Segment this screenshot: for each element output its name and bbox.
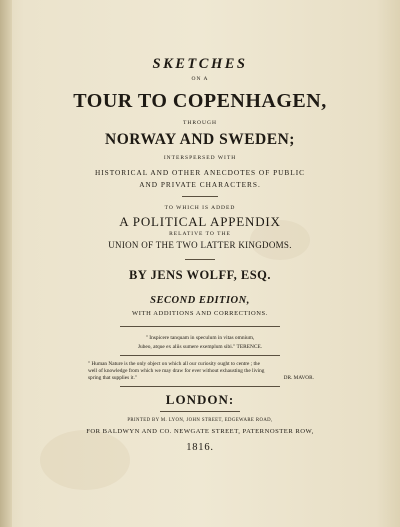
divider [160, 411, 240, 412]
divider [182, 196, 218, 197]
quote-line-3 [88, 375, 314, 381]
divider [120, 326, 280, 327]
city-imprint: LONDON: [165, 392, 235, 407]
relative-text: RELATIVE TO THE [169, 231, 231, 237]
subtitle-line-1: HISTORICAL AND OTHER ANECDOTES OF PUBLIC [94, 168, 306, 177]
on-a-text: ON A [191, 76, 209, 82]
subtitle-line-2: AND PRIVATE CHARACTERS. [139, 180, 261, 189]
author-line: BY JENS WOLFF, ESQ. [128, 268, 272, 282]
additions-line: WITH ADDITIONS AND CORRECTIONS. [132, 310, 268, 317]
through-text: THROUGH [183, 120, 217, 126]
edition-line: SECOND EDITION, [150, 295, 250, 306]
countries-title: NORWAY AND SWEDEN; [105, 131, 295, 148]
quote-text: spring that supplies it." [88, 375, 137, 381]
divider [185, 259, 215, 260]
quote-author: DR. MAVOR. [283, 375, 314, 381]
epigraph-line-1: " Inspicere tanquam in speculum in vitas omnium, [145, 335, 255, 341]
printer-line: PRINTED BY M. LYON, JOHN STREET, EDGEWARE ROAD, [127, 418, 273, 423]
epigraph-line-2: Jubeo, atque ex aliis sumere exemplum sibi." TERENCE. [137, 344, 263, 350]
quote-line-2: well of knowledge from which we may draw for ever without exhausting the living [88, 368, 265, 374]
interspersed-text: INTERSPERSED WITH [163, 155, 237, 161]
union-text: UNION OF THE TWO LATTER KINGDOMS. [108, 240, 292, 250]
publication-year: 1816. [186, 442, 214, 453]
main-title: TOUR TO COPENHAGEN, [73, 90, 327, 112]
paper-stain [40, 430, 130, 490]
title-word: SKETCHES [152, 56, 248, 72]
divider [120, 355, 280, 356]
quote-line-1: " Human Nature is the only object on which all our curiosity ought to centre ; the [88, 361, 260, 367]
to-which-text: TO WHICH IS ADDED [164, 205, 236, 211]
publisher-line: FOR BALDWYN AND CO. NEWGATE STREET, PATERNOSTER ROW, [86, 428, 314, 435]
appendix-title: A POLITICAL APPENDIX [119, 214, 281, 229]
divider [120, 386, 280, 387]
